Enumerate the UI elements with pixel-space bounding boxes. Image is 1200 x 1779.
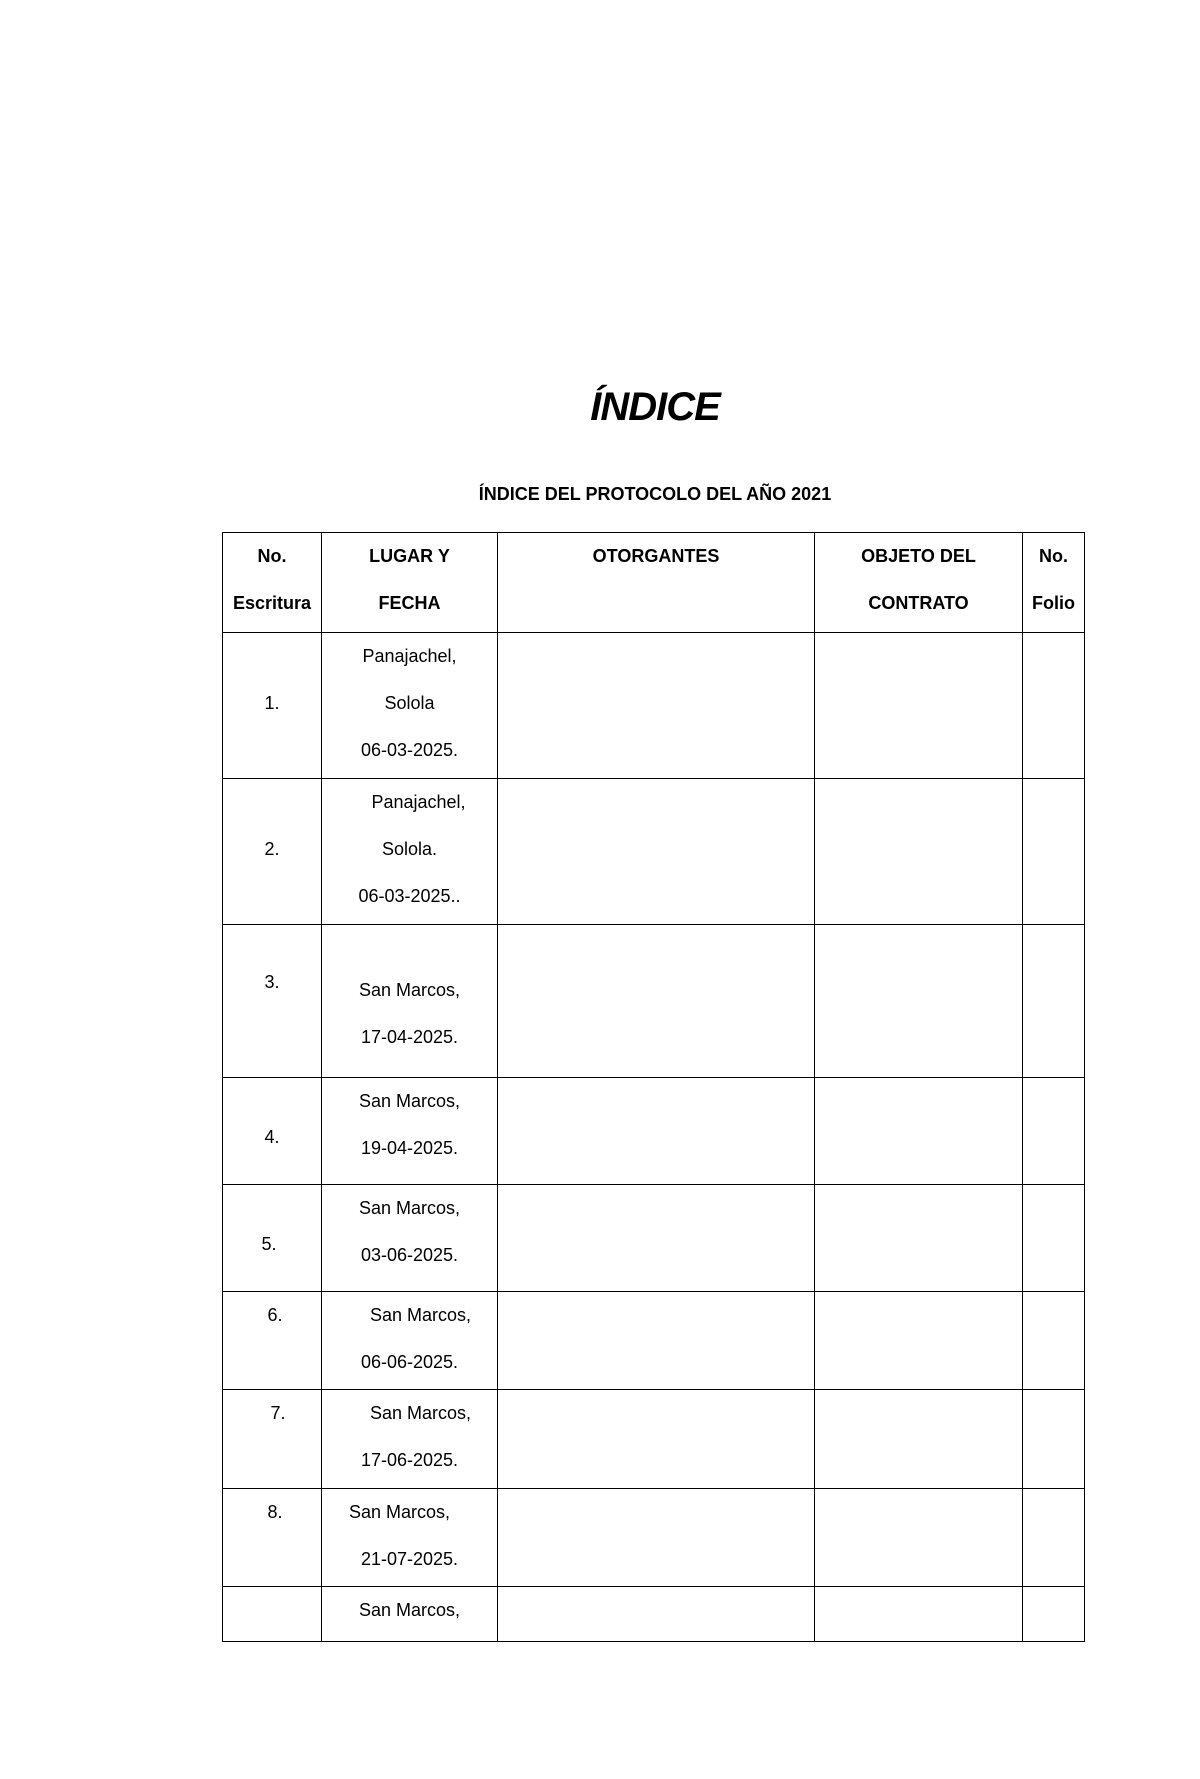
row-folio-cell <box>1023 1489 1085 1587</box>
row-place-date-cell <box>322 1489 498 1587</box>
row-number-cell <box>223 1587 322 1642</box>
table-row <box>223 779 1085 925</box>
header-place-date <box>322 533 498 633</box>
row-object-cell <box>815 1587 1023 1642</box>
header-object-line1: OBJETO DEL <box>861 546 976 566</box>
header-folio <box>1023 533 1085 633</box>
row-folio-cell <box>1023 1078 1085 1185</box>
row-number-cell <box>223 779 322 925</box>
header-object <box>815 533 1023 633</box>
row-date: 06-03-2025. <box>360 740 459 760</box>
row-folio-cell <box>1023 1587 1085 1642</box>
row-object-cell <box>815 779 1023 925</box>
header-folio-line1: No. <box>1039 546 1068 566</box>
table-row <box>223 1078 1085 1185</box>
page-title: ÍNDICE <box>590 385 720 429</box>
row-place-date-cell <box>322 779 498 925</box>
table-row <box>223 1185 1085 1292</box>
row-number: 5. <box>261 1234 277 1254</box>
row-place-date-cell <box>322 633 498 779</box>
table-row <box>223 925 1085 1078</box>
row-place-line1: San Marcos, <box>358 980 461 1000</box>
row-place-line1: Panajachel, <box>362 646 457 666</box>
row-grantors-cell <box>498 1078 815 1185</box>
row-place-line1: San Marcos, <box>358 1198 461 1218</box>
row-grantors-cell <box>498 1185 815 1292</box>
header-folio-line2: Folio <box>1032 593 1075 613</box>
header-grantors-line1: OTORGANTES <box>592 546 720 566</box>
row-number: 3. <box>264 972 280 992</box>
row-object-cell <box>815 1292 1023 1390</box>
row-grantors-cell <box>498 779 815 925</box>
row-folio-cell <box>1023 633 1085 779</box>
row-number: 6. <box>267 1305 283 1325</box>
row-place-date-cell <box>322 1390 498 1489</box>
row-number-cell <box>223 925 322 1078</box>
row-number-cell <box>223 1185 322 1292</box>
row-object-cell <box>815 1390 1023 1489</box>
header-number-line1: No. <box>257 546 287 566</box>
row-grantors-cell <box>498 1292 815 1390</box>
row-grantors-cell <box>498 925 815 1078</box>
table-row <box>223 1292 1085 1390</box>
row-number-cell <box>223 1489 322 1587</box>
header-object-line2: CONTRATO <box>868 593 969 613</box>
row-grantors-cell <box>498 1587 815 1642</box>
table-row <box>223 1489 1085 1587</box>
row-place-date-cell <box>322 1078 498 1185</box>
row-folio-cell <box>1023 925 1085 1078</box>
row-date: 06-06-2025. <box>360 1352 459 1372</box>
row-date: 17-04-2025. <box>360 1027 459 1047</box>
table-row <box>223 1587 1085 1642</box>
row-place-line1: San Marcos, <box>358 1091 461 1111</box>
row-number: 4. <box>264 1127 280 1147</box>
row-place-date-cell <box>322 925 498 1078</box>
header-number-line2: Escritura <box>232 593 312 613</box>
row-number: 2. <box>264 839 280 859</box>
table-header-row <box>223 533 1085 633</box>
row-folio-cell <box>1023 1292 1085 1390</box>
page-subtitle: ÍNDICE DEL PROTOCOLO DEL AÑO 2021 <box>478 484 832 504</box>
row-date: 06-03-2025.. <box>358 886 461 906</box>
row-place-date-cell <box>322 1185 498 1292</box>
row-date: 03-06-2025. <box>360 1245 459 1265</box>
row-folio-cell <box>1023 779 1085 925</box>
row-place-line1: Panajachel, <box>371 792 466 812</box>
row-place-line2: Solola <box>384 693 435 713</box>
row-folio-cell <box>1023 1185 1085 1292</box>
header-grantors <box>498 533 815 633</box>
row-object-cell <box>815 1185 1023 1292</box>
row-place-line2: Solola. <box>381 839 438 859</box>
row-number-cell <box>223 633 322 779</box>
row-number-cell <box>223 1292 322 1390</box>
row-object-cell <box>815 1489 1023 1587</box>
row-place-date-cell <box>322 1292 498 1390</box>
row-object-cell <box>815 633 1023 779</box>
row-place-date-cell <box>322 1587 498 1642</box>
table-row <box>223 1390 1085 1489</box>
row-grantors-cell <box>498 633 815 779</box>
row-number: 7. <box>270 1403 286 1423</box>
row-folio-cell <box>1023 1390 1085 1489</box>
row-place-line1: San Marcos, <box>369 1403 472 1423</box>
row-number: 8. <box>267 1502 283 1522</box>
table-row <box>223 633 1085 779</box>
row-date: 21-07-2025. <box>360 1549 459 1569</box>
header-number <box>223 533 322 633</box>
row-place-line1: San Marcos, <box>348 1502 451 1522</box>
row-object-cell <box>815 1078 1023 1185</box>
row-number-cell <box>223 1078 322 1185</box>
row-grantors-cell <box>498 1489 815 1587</box>
row-number: 1. <box>264 693 280 713</box>
row-date: 17-06-2025. <box>360 1450 459 1470</box>
row-place-line1: San Marcos, <box>369 1305 472 1325</box>
header-place-date-line2: FECHA <box>378 593 441 613</box>
row-object-cell <box>815 925 1023 1078</box>
row-date: 19-04-2025. <box>360 1138 459 1158</box>
row-grantors-cell <box>498 1390 815 1489</box>
row-place-line1: San Marcos, <box>358 1600 461 1620</box>
row-number-cell <box>223 1390 322 1489</box>
header-place-date-line1: LUGAR Y <box>369 546 450 566</box>
index-table <box>222 532 1085 1642</box>
